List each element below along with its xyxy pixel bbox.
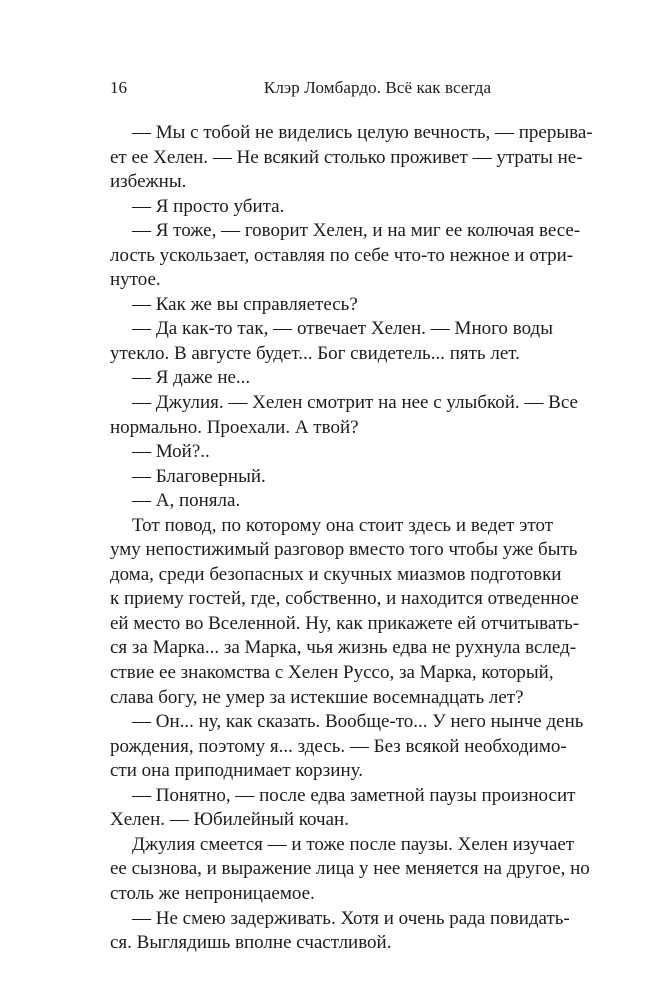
text-line: — Да как-то так, — отвечает Хелен. — Много воды (132, 318, 553, 340)
text-line: — Я даже не... (132, 367, 251, 389)
text-line: ет ее Хелен. — Не всякий столько проживет — утраты не- (110, 146, 583, 168)
text-line: — Мой?.. (132, 441, 210, 463)
text-line: избежны. (110, 171, 187, 193)
text-line: слава богу, не умер за истекшие восемнадцать лет? (110, 686, 524, 708)
text-line: ей место во Вселенной. Ну, как прикажете ей отчитывать- (110, 612, 580, 634)
text-line: — Джулия. — Хелен смотрит на нее с улыбкой. — Все (132, 392, 578, 414)
text-line: — Он... ну, как сказать. Вообще-то... У него нынче день (132, 711, 584, 733)
text-line: лость ускользает, оставляя по себе что-то нежное и отри- (110, 244, 574, 266)
text-line: — А, поняла. (132, 490, 241, 512)
text-line: — Понятно, — после едва заметной паузы произносит (132, 784, 576, 806)
text-line: ствие ее знакомства с Хелен Руссо, за Марка, который, (110, 662, 554, 684)
text-line: столь же непроницаемое. (110, 882, 315, 904)
text-line: Джулия смеется — и тоже после паузы. Хелен изучает (132, 833, 575, 855)
text-line: — Благоверный. (132, 465, 266, 487)
text-line: дома, среди безопасных и скучных миазмов подготовки (110, 563, 562, 585)
text-line: нутое. (110, 269, 161, 291)
text-line: — Я просто убита. (132, 195, 285, 217)
text-line: — Я тоже, — говорит Хелен, и на миг ее колючая весе- (132, 220, 581, 242)
text-line: Хелен. — Юбилейный кочан. (110, 809, 349, 831)
text-line: к приему гостей, где, собственно, и находится отведенное (110, 588, 579, 610)
text-line: сти она приподнимает корзину. (110, 760, 363, 782)
text-line: ся за Марка... за Марка, чья жизнь едва не рухнула вслед- (110, 637, 577, 659)
page-number: 16 (110, 78, 127, 97)
text-line: ся. Выглядишь вполне счастливой. (110, 932, 392, 954)
text-line: нормально. Проехали. А твой? (110, 416, 359, 438)
page-header (110, 76, 550, 100)
text-line: утекло. В августе будет... Бог свидетель... пять лет. (110, 342, 520, 364)
body-text (110, 121, 593, 956)
text-line: — Мы с тобой не виделись целую вечность, — прерыва- (132, 122, 593, 143)
running-title: Клэр Ломбардо. Всё как всегда (263, 78, 492, 97)
text-line: — Не смею задерживать. Хотя и очень рада повидать- (132, 907, 570, 929)
text-line: уму непостижимый разговор вместо того чтобы уже быть (110, 539, 578, 561)
text-line: Тот повод, по которому она стоит здесь и ведет этот (132, 514, 553, 536)
text-line: рождения, поэтому я... здесь. — Без всякой необходимо- (110, 735, 567, 757)
text-line: — Как же вы справляетесь? (132, 293, 358, 315)
text-line: ее сызнова, и выражение лица у нее меняется на другое, но (110, 858, 590, 880)
